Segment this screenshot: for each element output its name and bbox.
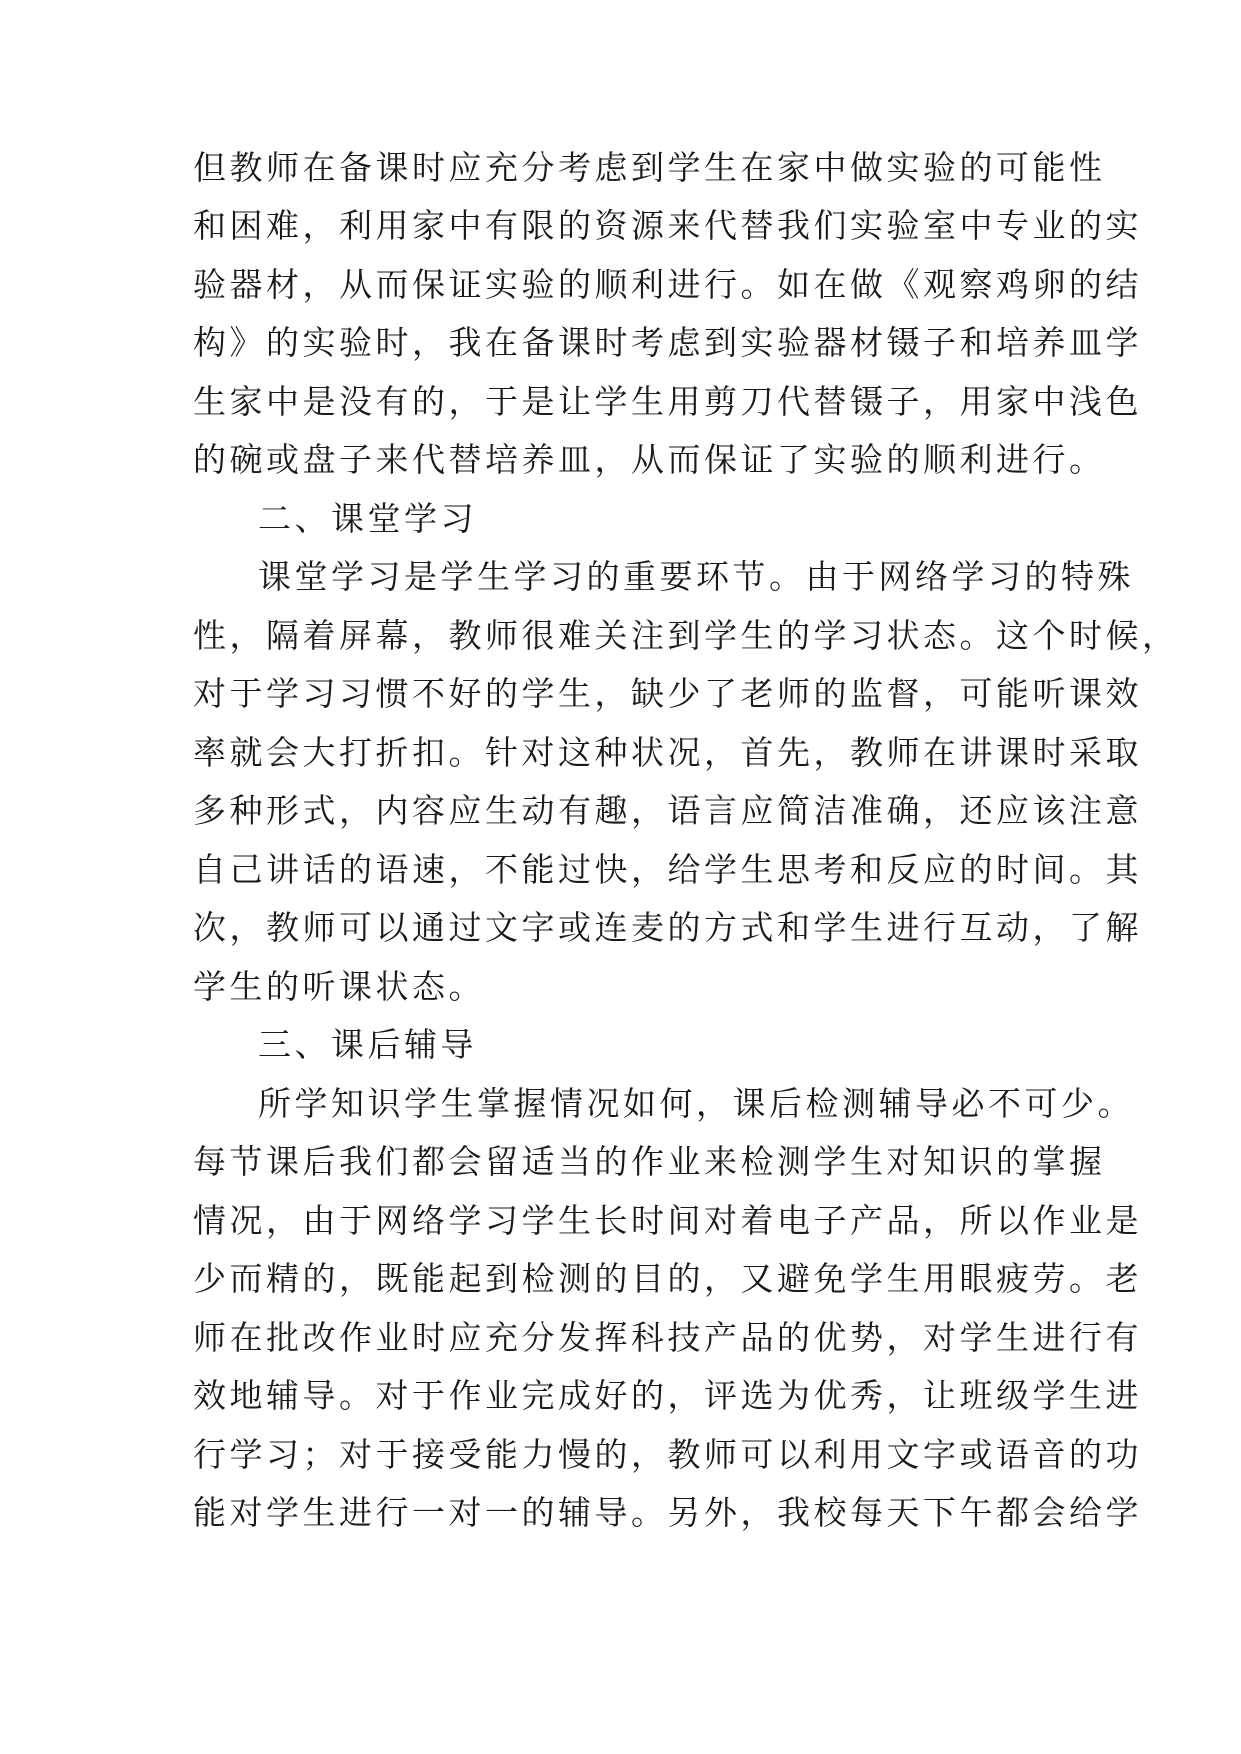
text-line: 所学知识学生掌握情况如何，课后检测辅导必不可少。 [258,1084,1134,1123]
text-line: 效地辅导。对于作业完成好的，评选为优秀，让班级学生进 [193,1376,1142,1415]
text-line: 构》的实验时，我在备课时考虑到实验器材镊子和培养皿学 [193,323,1142,362]
text-line: 少而精的，既能起到检测的目的，又避免学生用眼疲劳。老 [193,1259,1142,1298]
section-heading: 二、课堂学习 [258,499,477,538]
text-line: 次，教师可以通过文字或连麦的方式和学生进行互动，了解 [193,908,1142,947]
text-line: 行学习；对于接受能力慢的，教师可以利用文字或语音的功 [193,1435,1142,1474]
text-line: 学生的听课状态。 [193,967,485,1006]
text-line: 性，隔着屏幕，教师很难关注到学生的学习状态。这个时候， [193,616,1179,655]
text-line: 师在批改作业时应充分发挥科技产品的优势，对学生进行有 [193,1318,1142,1357]
text-line: 多种形式，内容应生动有趣，语言应简洁准确，还应该注意 [193,791,1142,830]
text-line: 率就会大打折扣。针对这种状况，首先，教师在讲课时采取 [193,733,1142,772]
text-line: 情况，由于网络学习学生长时间对着电子产品，所以作业是 [193,1201,1142,1240]
text-line: 的碗或盘子来代替培养皿，从而保证了实验的顺利进行。 [193,440,1106,479]
text-line: 能对学生进行一对一的辅导。另外，我校每天下午都会给学 [193,1493,1142,1532]
text-line: 验器材，从而保证实验的顺利进行。如在做《观察鸡卵的结 [193,265,1142,304]
text-line: 自己讲话的语速，不能过快，给学生思考和反应的时间。其 [193,850,1142,889]
text-line: 和困难，利用家中有限的资源来代替我们实验室中专业的实 [193,206,1142,245]
section-heading: 三、课后辅导 [258,1025,477,1064]
text-line: 但教师在备课时应充分考虑到学生在家中做实验的可能性 [193,148,1106,187]
text-line: 对于学习习惯不好的学生，缺少了老师的监督，可能听课效 [193,674,1142,713]
text-line: 生家中是没有的，于是让学生用剪刀代替镊子，用家中浅色 [193,382,1142,421]
text-line: 每节课后我们都会留适当的作业来检测学生对知识的掌握 [193,1142,1106,1181]
text-line: 课堂学习是学生学习的重要环节。由于网络学习的特殊 [258,557,1134,596]
